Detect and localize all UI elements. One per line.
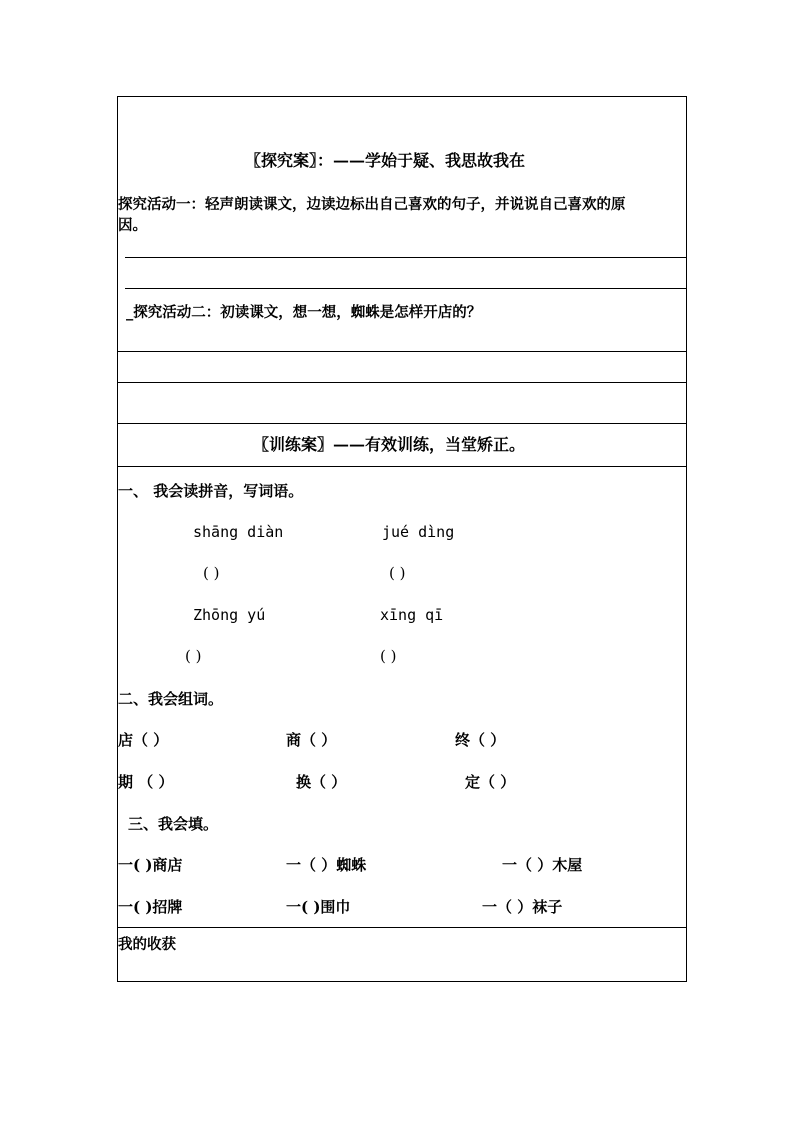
word-item: 店（ ） [118,731,169,749]
fill-item: 一( )围巾 [286,898,351,916]
section-3-title: 三、我会填。 [128,815,219,833]
fill-item: 一（ ）蜘蛛 [286,856,367,874]
answer-line [125,288,687,289]
answer-line [125,257,687,258]
explore-activity-1-cont: 因。 [118,217,147,234]
section-1-title: 一、 我会读拼音，写词语。 [118,482,304,500]
fill-item: 一（ ）木屋 [502,856,583,874]
answer-blank: ( ) [380,647,397,665]
section-divider [117,927,687,928]
word-item: 定（ ） [465,773,516,791]
harvest-label: 我的收获 [118,936,176,953]
explore-activity-1: 探究活动一：轻声朗读课文，边读边标出自己喜欢的句子，并说说自己喜欢的原 [118,196,626,213]
section-divider [117,466,687,467]
fill-item: 一（ ）袜子 [482,898,563,916]
fill-item: 一( )商店 [118,856,183,874]
answer-blank: ( ) [185,647,202,665]
explore-activity-2: _探究活动二：初读课文，想一想，蜘蛛是怎样开店的？ [126,304,482,321]
answer-blank: ( ) [389,564,406,582]
train-heading: 〖训练案〗——有效训练，当堂矫正。 [253,435,526,454]
answer-line [117,351,687,352]
answer-blank: ( ) [203,564,220,582]
word-item: 商（ ） [286,731,337,749]
section-divider [117,423,687,424]
pinyin-item: jué dìng [382,523,455,541]
word-item: 终（ ） [455,731,506,749]
answer-line [117,382,687,383]
word-item: 换（ ） [296,773,347,791]
pinyin-item: xīng qī [380,606,444,624]
pinyin-item: Zhōng yú [193,606,266,624]
section-2-title: 二、我会组词。 [118,690,224,708]
fill-item: 一( )招牌 [118,898,183,916]
word-item: 期 （ ） [118,773,174,791]
explore-heading: 〖探究案〗：——学始于疑、我思故我在 [245,151,526,170]
pinyin-item: shāng diàn [193,523,284,541]
